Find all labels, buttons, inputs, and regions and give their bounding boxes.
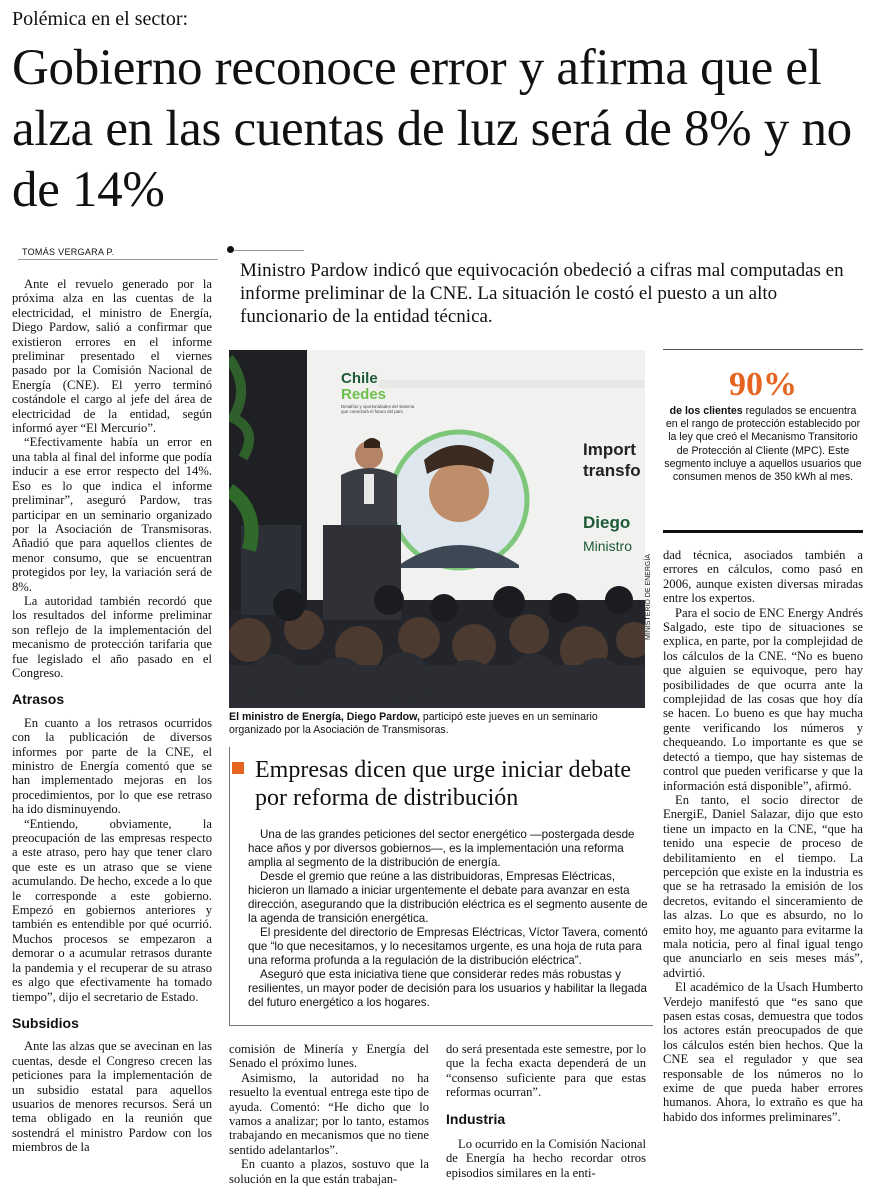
column-4 <box>663 548 863 1124</box>
author-byline: TOMÁS VERGARA P. <box>22 247 115 257</box>
col1-paragraph: Ante el revuelo generado por la próxima alza en las cuentas de la electricidad, el ministro de Energía, Diego Pardow, salió a confirmar que existieron errores en el informe preliminar presentado el viernes pasado por la Comisión Nacional de Energía (CNE). El yerro terminó costándole el cargo al jefe del área de electricidad de la entidad, según informó ayer “El Mercurio”. <box>12 277 212 436</box>
stat-number: 90% <box>729 366 797 403</box>
box-body <box>248 828 648 1010</box>
box-left-rule <box>229 747 230 1025</box>
col1-paragraph: “Efectivamente había un error en una tabla al final del informe que podía inducir a ese error respecto del 14%. Eso es lo que indica el informe preliminar”, aseguró Pardow, tras participar en un seminario organizado por la Asociación de Transmisoras. Añadió que para aquellos clientes de menor consumo, que se encuentran protegidos por ley, la variación será de 8%. <box>12 435 212 594</box>
col1-paragraph: En cuanto a los retrasos ocurridos con la publicación de diversos informes por parte de la CNE, el ministro de Energía comentó que se han implementado mejoras en los procedimientos, por lo que ese retraso ha ido disminuyendo. <box>12 715 212 817</box>
box-paragraph: El presidente del directorio de Empresas Eléctricas, Víctor Tavera, comentó que “lo que necesitamos, y lo necesitamos urgente, es una hoja de ruta para una reforma profunda a la regulación de la distribución eléctrica”. <box>248 926 648 967</box>
column-3 <box>446 1042 646 1180</box>
screen-text-3: Diego <box>583 513 631 532</box>
col1-paragraph: “Entiendo, obviamente, la preocupación de las empresas respecto a este atraso, pero hay que tener claro que este es un atraso que se viene acumulando. De hecho, excede a lo que le corresponde a este gobierno. Empezó en gobiernos anteriores y también es entendible por qué ocurrió. Muchos procesos se empezaron a demorar o a acumular retrasos durante la pandemia y el recuperar de su atraso es algo que efectivamente ha tomado tiempo”, dijo el secretario de Estado. <box>12 816 213 1004</box>
photo-caption <box>229 711 645 737</box>
deck-rule <box>234 250 304 251</box>
col2-paragraph: comisión de Minería y Energía del Senado el próximo lunes. <box>229 1042 429 1071</box>
stat-text <box>663 405 863 484</box>
screen-text-1: Import <box>583 440 636 459</box>
box-paragraph: Desde el gremio que reúne a las distribuidoras, Empresas Eléctricas, hicieron un llamado a iniciar urgentemente el debate para avanzar en esta dirección, asegurando que la distribución eléctrica es el segmento ausente de la agenda de transición energética. <box>248 870 648 925</box>
stat-bold: de los clientes <box>669 405 743 417</box>
headline: Gobierno reconoce error y afirma que el alza en las cuentas de luz será de 8% y no de 14% <box>12 40 852 218</box>
col4-paragraph: dad técnica, asociados también a errores en cálculos, como pasó en 2006, aunque existen diversas miradas entre los expertos. <box>663 548 863 606</box>
subhead-subsidios: Subsidios <box>12 1014 79 1031</box>
col1-paragraph: La autoridad también recordó que los resultados del informe preliminar son reflejo de la implementación del mecanismo de protección tarifaria que fue legislado el año pasado en el Congreso. <box>12 593 212 680</box>
screen-title-2: Redes <box>341 386 387 403</box>
stat-rule <box>663 349 863 350</box>
col2-paragraph: Asimismo, la autoridad no ha resuelto la eventual entrega este tipo de ayuda. Comentó: “He dicho que lo vamos a analizar; por lo tanto, estamos trabajando en mecanismos que no tiene sentido adelantarlos”. <box>229 1070 429 1157</box>
box-square-icon <box>232 762 244 774</box>
byline-rule <box>18 259 218 260</box>
caption-text: participó este jueves en un seminario organizado por la Asociación de Transmisoras. <box>229 711 598 736</box>
box-paragraph: Una de las grandes peticiones del sector energético —postergada desde hace años y por diversos gobiernos—, es la implementación una reforma amplia al segmento de la distribución de energía. <box>248 828 635 869</box>
box-paragraph: Aseguró que esta iniciativa tiene que considerar redes más robustas y resilientes, un mayor poder de decisión para los usuarios y habilitar la llegada del futuro energético a los hogares. <box>248 968 647 1009</box>
kicker: Polémica en el sector: <box>12 8 189 30</box>
photo-credit: MINISTERIO DE ENERGÍA <box>645 554 652 640</box>
screen-text-2: transfo <box>583 461 641 480</box>
col4-paragraph: Para el socio de ENC Energy Andrés Salgado, este tipo de situaciones se explica, en parte, por la complejidad de los cálculos de la CNE. “No es bueno que alguien se equivoque, pero hay posibilidades de que ocurra ante la complejidad de las cosas que hoy día se hacen. Lo bueno es que hay mucha gente verificando los números y chequeando. Lo importante es que se detectó a tiempo, que hay sistemas de control que pueden verificarse y que la información está disponible”, afirmó. <box>663 605 863 793</box>
screen-title-1: Chile <box>341 370 378 387</box>
caption-bold: El ministro de Energía, Diego Pardow, <box>229 711 420 723</box>
col3-paragraph: do será presentada este semestre, por lo que la fecha exacta dependerá de un “consenso suficiente para que estas reformas ocurran”. <box>446 1042 646 1100</box>
event-photo <box>229 350 645 708</box>
col4-paragraph: El académico de la Usach Humberto Verdejo manifestó que “es sano que pasen estas cosas, demuestra que todos los actores están preocupados de que los cálculos estén bien hechos. Que la CNE sea el regulador y que sea responsable de los números no lo exime de que pueda haber errores humanos. Ahora, lo extraño es que ha habido dos informes preliminares”. <box>663 980 863 1124</box>
col1-paragraph: Ante las alzas que se avecinan en las cuentas, desde el Congreso crecen las peticiones para la implementación de un subsidio estatal para aquellos usuarios de menores recursos. Será un tema obligado en la reunión que sostendrá el ministro Pardow con los miembros de la <box>12 1039 212 1155</box>
deck: Ministro Pardow indicó que equivocación obedeció a cifras mal computadas en informe preliminar de la CNE. La situación le costó el puesto a un alto funcionario de la entidad técnica. <box>240 260 844 327</box>
subhead-atrasos: Atrasos <box>12 691 65 708</box>
column-2 <box>229 1042 429 1186</box>
stat-bottom-rule <box>663 530 863 533</box>
screen-subtitle: Desafíos y oportunidades del sistema que conectará el futuro del país. <box>341 404 415 415</box>
bullet-dot <box>227 246 234 253</box>
box-title: Empresas dicen que urge iniciar debate por reforma de distribución <box>255 757 632 811</box>
subhead-industria: Industria <box>446 1110 506 1127</box>
screen-text-4: Ministro <box>583 538 633 554</box>
col3-paragraph: Lo ocurrido en la Comisión Nacional de Energía ha hecho recordar otros episodios similares en la enti- <box>446 1137 646 1180</box>
stat-rest: regulados se encuentra en el rango de protección establecido por la ley que creó el Mecanismo Transitorio de Protección al Cliente (MPC). Este segmento incluye a aquellos usuarios que consumen menos de 350 kWh al mes. <box>664 405 862 484</box>
col2-paragraph: En cuanto a plazos, sostuvo que la solución en la que están trabajan- <box>229 1157 429 1186</box>
column-1 <box>12 277 212 1155</box>
box-bottom-rule <box>229 1025 653 1026</box>
col4-paragraph: En tanto, el socio director de EnergiE, Daniel Salazar, dijo que esto tiene un impacto en la CNE, “que ha tenido una especie de proceso de debilitamiento en el tiempo. La percepción que existe en la industria es que se ha retrasado la emisión de los decretos, evitando el sinceramiento de las alzas. Lo que es absurdo, no lo emito hoy, me aguanto para evitarme la mala noticia, pero al final igual tengo que anunciarlo en seis meses más”, advirtió. <box>663 792 863 980</box>
